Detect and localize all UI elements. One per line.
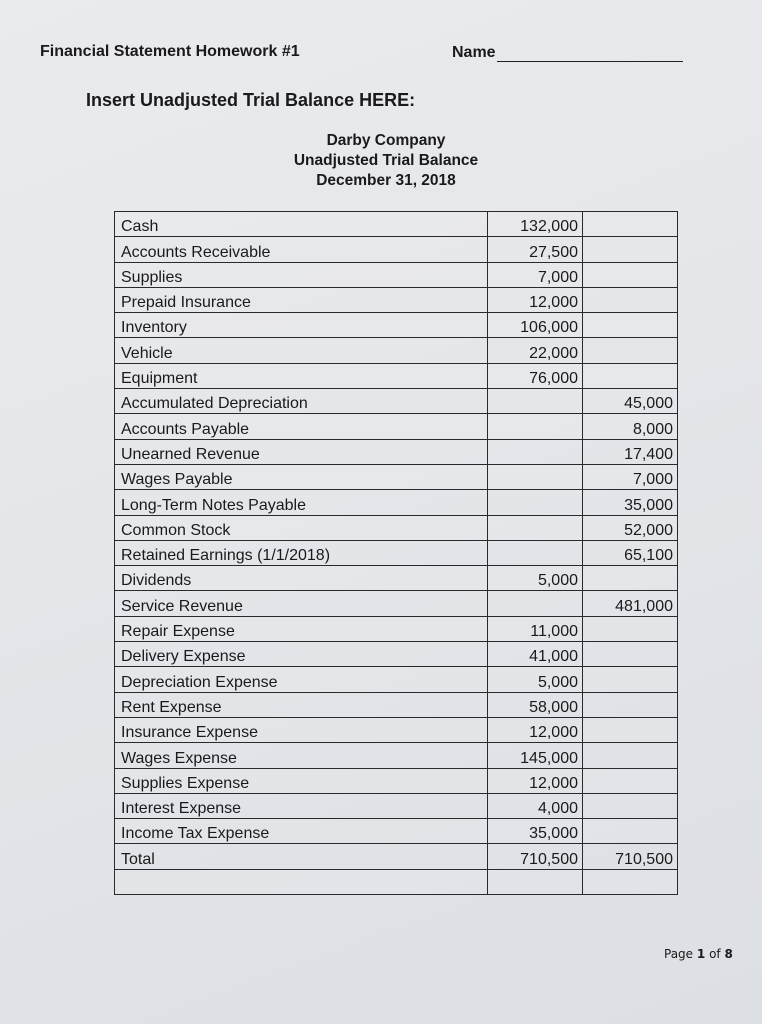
account-cell: Common Stock	[115, 515, 488, 540]
table-row	[115, 793, 678, 818]
debit-cell	[488, 439, 583, 464]
credit-cell: 52,000	[583, 515, 678, 540]
credit-cell: 481,000	[583, 591, 678, 616]
table-row	[115, 743, 678, 768]
credit-cell	[583, 338, 678, 363]
debit-cell: 12,000	[488, 768, 583, 793]
debit-cell: 132,000	[488, 212, 583, 237]
credit-cell: 7,000	[583, 464, 678, 489]
name-blank-line[interactable]	[497, 43, 683, 62]
credit-cell	[583, 566, 678, 591]
credit-cell	[583, 819, 678, 844]
table-row	[115, 591, 678, 616]
page-total: 8	[724, 947, 733, 961]
page-number	[664, 947, 733, 961]
account-cell: Repair Expense	[115, 616, 488, 641]
table-row	[115, 819, 678, 844]
table-row	[115, 313, 678, 338]
table-row	[115, 616, 678, 641]
account-cell: Wages Expense	[115, 743, 488, 768]
company-name: Darby Company	[326, 132, 446, 149]
table-row	[115, 717, 678, 742]
page-of: of	[709, 947, 721, 961]
account-cell	[115, 869, 488, 894]
debit-cell	[488, 869, 583, 894]
name-field[interactable]	[452, 43, 683, 62]
table-row	[115, 642, 678, 667]
account-cell: Vehicle	[115, 338, 488, 363]
table-row	[115, 490, 678, 515]
account-cell: Accounts Receivable	[115, 237, 488, 262]
account-cell: Long-Term Notes Payable	[115, 490, 488, 515]
account-cell: Accumulated Depreciation	[115, 389, 488, 414]
debit-cell: 7,000	[488, 262, 583, 287]
account-cell: Equipment	[115, 363, 488, 388]
debit-cell	[488, 490, 583, 515]
table-row	[115, 237, 678, 262]
account-cell: Income Tax Expense	[115, 819, 488, 844]
account-cell: Dividends	[115, 566, 488, 591]
debit-cell	[488, 464, 583, 489]
table-row	[115, 338, 678, 363]
account-cell: Unearned Revenue	[115, 439, 488, 464]
account-cell: Total	[115, 844, 488, 869]
debit-cell: 12,000	[488, 287, 583, 312]
account-cell: Rent Expense	[115, 692, 488, 717]
credit-cell	[583, 692, 678, 717]
debit-cell	[488, 591, 583, 616]
credit-cell: 8,000	[583, 414, 678, 439]
account-cell: Delivery Expense	[115, 642, 488, 667]
table-row	[115, 869, 678, 894]
debit-cell: 76,000	[488, 363, 583, 388]
account-cell: Interest Expense	[115, 793, 488, 818]
account-cell: Retained Earnings (1/1/2018)	[115, 540, 488, 565]
credit-cell	[583, 212, 678, 237]
credit-cell	[583, 869, 678, 894]
debit-cell: 710,500	[488, 844, 583, 869]
credit-cell: 35,000	[583, 490, 678, 515]
credit-cell	[583, 616, 678, 641]
debit-cell: 27,500	[488, 237, 583, 262]
debit-cell: 58,000	[488, 692, 583, 717]
debit-cell	[488, 515, 583, 540]
credit-cell	[583, 768, 678, 793]
debit-cell: 106,000	[488, 313, 583, 338]
credit-cell	[583, 717, 678, 742]
account-cell: Supplies	[115, 262, 488, 287]
account-cell: Prepaid Insurance	[115, 287, 488, 312]
debit-cell: 22,000	[488, 338, 583, 363]
credit-cell	[583, 743, 678, 768]
debit-cell: 35,000	[488, 819, 583, 844]
account-cell: Depreciation Expense	[115, 667, 488, 692]
table-row	[115, 287, 678, 312]
credit-cell: 17,400	[583, 439, 678, 464]
table-row	[115, 414, 678, 439]
table-row	[115, 540, 678, 565]
table-row	[115, 515, 678, 540]
page-label: Page	[664, 947, 694, 961]
account-cell: Inventory	[115, 313, 488, 338]
trial-balance-table	[114, 211, 678, 895]
table-row	[115, 464, 678, 489]
statement-title: Unadjusted Trial Balance	[293, 152, 479, 169]
table-row	[115, 389, 678, 414]
debit-cell: 41,000	[488, 642, 583, 667]
table-row	[115, 212, 678, 237]
account-cell: Insurance Expense	[115, 717, 488, 742]
debit-cell	[488, 389, 583, 414]
table-row	[115, 692, 678, 717]
homework-title: Financial Statement Homework #1	[40, 43, 300, 60]
credit-cell	[583, 287, 678, 312]
total-row	[115, 844, 678, 869]
table-row	[115, 363, 678, 388]
debit-cell: 145,000	[488, 743, 583, 768]
debit-cell: 12,000	[488, 717, 583, 742]
trial-balance-header	[236, 131, 536, 191]
debit-cell: 5,000	[488, 667, 583, 692]
table-row	[115, 439, 678, 464]
name-label: Name	[452, 44, 496, 61]
instruction-heading: Insert Unadjusted Trial Balance HERE:	[86, 90, 416, 110]
credit-cell	[583, 237, 678, 262]
account-cell: Wages Payable	[115, 464, 488, 489]
table-row	[115, 262, 678, 287]
account-cell: Service Revenue	[115, 591, 488, 616]
debit-cell: 5,000	[488, 566, 583, 591]
page-current: 1	[696, 947, 706, 961]
debit-cell	[488, 540, 583, 565]
credit-cell	[583, 313, 678, 338]
statement-date: December 31, 2018	[316, 172, 456, 189]
credit-cell	[583, 262, 678, 287]
table-row	[115, 667, 678, 692]
debit-cell: 11,000	[488, 616, 583, 641]
table-row	[115, 768, 678, 793]
credit-cell	[583, 363, 678, 388]
debit-cell	[488, 414, 583, 439]
table-row	[115, 566, 678, 591]
credit-cell: 710,500	[583, 844, 678, 869]
credit-cell	[583, 793, 678, 818]
credit-cell	[583, 642, 678, 667]
credit-cell: 45,000	[583, 389, 678, 414]
credit-cell	[583, 667, 678, 692]
debit-cell: 4,000	[488, 793, 583, 818]
account-cell: Supplies Expense	[115, 768, 488, 793]
credit-cell: 65,100	[583, 540, 678, 565]
account-cell: Cash	[115, 212, 488, 237]
account-cell: Accounts Payable	[115, 414, 488, 439]
